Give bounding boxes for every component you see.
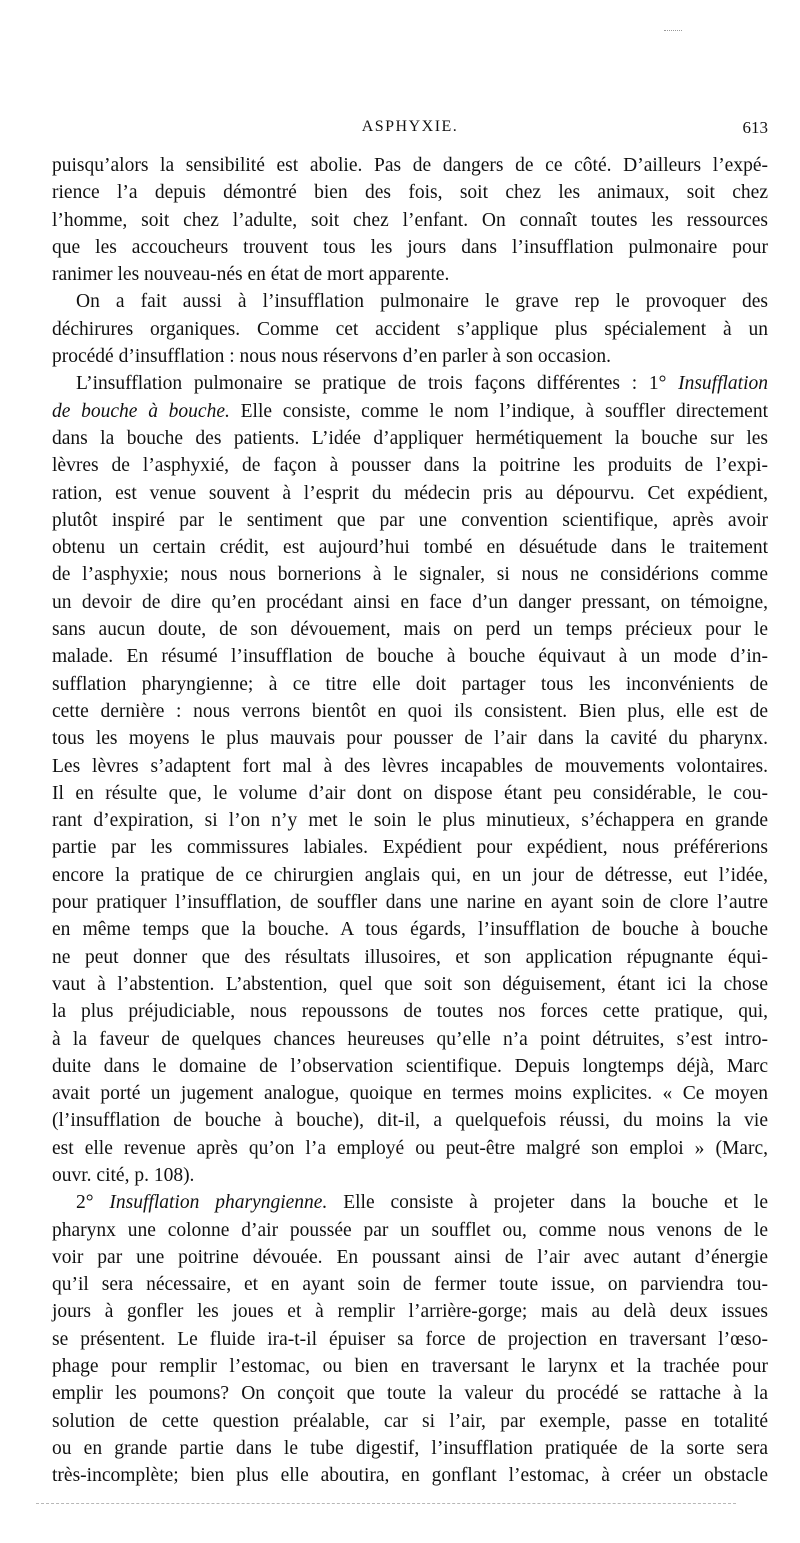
text-line [52, 1380, 768, 1407]
text-span: cette dernière : nous verrons bientôt en quoi ils consistent. Bien plus, elle est de [52, 700, 768, 722]
text-line [52, 179, 768, 206]
text-line [52, 425, 768, 452]
text-span: à la faveur de quelques chances heureuses qu’elle n’a point détruites, s’est intro- [52, 1028, 768, 1050]
text-span: malade. En résumé l’insufflation de bouche à bouche équivaut à un mode d’in- [52, 646, 768, 668]
text-line [52, 1408, 768, 1435]
text-span: pour pratiquer l’insufflation, de souffler dans une narine en ayant soin de clore l’autre [52, 892, 768, 914]
text-line [52, 589, 768, 616]
text-span: jours à gonfler les joues et à remplir l’arrière-gorge; mais au delà deux issues [52, 1301, 768, 1323]
text-line [52, 834, 768, 861]
text-line [52, 1162, 768, 1189]
text-span: ranimer les nouveau-nés en état de mort apparente. [52, 264, 450, 286]
text-span: rant d’expiration, si l’on n’y met le soin le plus minutieux, s’échappera en grande [52, 810, 768, 832]
text-span: On a fait aussi à l’insufflation pulmonaire le grave rep le provoquer des [76, 291, 768, 313]
text-line [52, 1053, 768, 1080]
text-line [52, 1298, 768, 1325]
text-line [52, 452, 768, 479]
text-line [52, 534, 768, 561]
text-line [52, 780, 768, 807]
text-span: solution de cette question préalable, car si l’air, par exemple, passe en totalité [52, 1410, 768, 1432]
text-line [52, 370, 768, 397]
text-span: pharynx une colonne d’air poussée par un soufflet ou, comme nous venons de le [52, 1219, 768, 1241]
scan-mark [664, 30, 682, 31]
text-span: encore la pratique de ce chirurgien anglais qui, en un jour de détresse, eut l’idée, [52, 864, 768, 886]
text-line [52, 1271, 768, 1298]
text-line [52, 1244, 768, 1271]
text-span: plutôt inspiré par le sentiment que par une convention scientifique, après avoir [52, 509, 768, 531]
italic-span: de bouche à bouche. [52, 400, 230, 422]
text-span: Il en résulte que, le volume d’air dont on dispose étant peu considérable, le cou- [52, 782, 768, 804]
text-span: Elle consiste, comme le nom l’indique, à souffler directement [229, 400, 768, 422]
text-line [52, 1080, 768, 1107]
text-span: l’homme, soit chez l’adulte, soit chez l’enfant. On connaît toutes les ressources [52, 209, 768, 231]
text-span: tous les moyens le plus mauvais pour pousser de l’air dans la cavité du pharynx. [52, 728, 768, 750]
text-span: partie par les commissures labiales. Expédient pour expédient, nous préférerions [52, 837, 768, 859]
text-span: que les accoucheurs trouvent tous les jours dans l’insufflation pulmonaire pour [52, 236, 768, 258]
italic-span: Insufflation pharyngienne. [109, 1192, 328, 1214]
text-line [52, 807, 768, 834]
text-line [52, 725, 768, 752]
text-line [52, 343, 768, 370]
text-line [52, 288, 768, 315]
text-line [52, 1189, 768, 1216]
footer-rule [36, 1503, 736, 1504]
text-span: ou en grande partie dans le tube digestif, l’insufflation pratiquée de la sorte sera [52, 1437, 768, 1459]
text-line [52, 507, 768, 534]
text-line [52, 1462, 768, 1489]
text-line [52, 152, 768, 179]
text-span: ouvr. cité, p. 108). [52, 1164, 195, 1186]
text-line [52, 889, 768, 916]
text-span: phage pour remplir l’estomac, ou bien en traversant le larynx et la trachée pour [52, 1356, 768, 1378]
text-line [52, 561, 768, 588]
text-span: puisqu’alors la sensibilité est abolie. Pas de dangers de ce côté. D’ailleurs l’expé- [52, 155, 768, 176]
text-line [52, 1353, 768, 1380]
text-line [52, 207, 768, 234]
text-line [52, 643, 768, 670]
text-span: 2° [76, 1192, 110, 1214]
text-line [52, 862, 768, 889]
text-span: déchirures organiques. Comme cet accident s’applique plus spécialement à un [52, 318, 768, 340]
text-span: obtenu un certain crédit, est aujourd’hui tombé en désuétude dans le traitement [52, 537, 768, 559]
text-span: Les lèvres s’adaptent fort mal à des lèvres incapables de mouvements volontaires. [52, 755, 768, 777]
text-line [52, 671, 768, 698]
text-span: un devoir de dire qu’en procédant ainsi en face d’un danger pressant, on témoigne, [52, 591, 768, 613]
text-line [52, 1026, 768, 1053]
text-line [52, 398, 768, 425]
text-line [52, 1107, 768, 1134]
italic-span: Insufflation [678, 373, 768, 395]
text-line [52, 1217, 768, 1244]
text-line [52, 261, 768, 288]
text-line [52, 944, 768, 971]
text-span: ne peut donner que des résultats illusoires, et son application répugnante équi- [52, 946, 768, 968]
running-head: ASPHYXIE. [361, 118, 459, 135]
text-line [52, 753, 768, 780]
text-span: en même temps que la bouche. A tous égards, l’insufflation de bouche à bouche [52, 919, 768, 941]
text-span: qu’il sera nécessaire, et en ayant soin de fermer toute issue, on parviendra tou- [52, 1274, 768, 1296]
text-line [52, 316, 768, 343]
text-span: avait porté un jugement analogue, quoique en termes moins explicites. « Ce moyen [52, 1083, 768, 1105]
body-text [52, 152, 768, 1490]
text-span: Elle consiste à projeter dans la bouche et le [327, 1192, 768, 1214]
text-span: vaut à l’abstention. L’abstention, quel que soit son déguisement, étant ici la chose [52, 973, 768, 995]
page-header [52, 116, 768, 140]
text-span: voir par une poitrine dévouée. En poussant ainsi de l’air avec autant d’énergie [52, 1246, 768, 1268]
text-line [52, 998, 768, 1025]
text-line [52, 1435, 768, 1462]
text-span: dans la bouche des patients. L’idée d’appliquer hermétiquement la bouche sur les [52, 427, 768, 449]
text-span: la plus préjudiciable, nous repoussons de toutes nos forces cette pratique, qui, [52, 1001, 768, 1023]
text-line [52, 698, 768, 725]
text-span: se présentent. Le fluide ira-t-il épuiser sa force de projection en traversant l’œso- [52, 1328, 768, 1350]
text-line [52, 916, 768, 943]
text-span: emplir les poumons? On conçoit que toute la valeur du procédé se rattache à la [52, 1383, 768, 1405]
text-span: rience l’a depuis démontré bien des fois, soit chez les animaux, soit chez [52, 182, 768, 204]
text-span: très-incomplète; bien plus elle aboutira, en gonflant l’estomac, à créer un obstacle [52, 1465, 768, 1487]
text-line [52, 1135, 768, 1162]
text-line [52, 971, 768, 998]
text-span: duite dans le domaine de l’observation scientifique. Depuis longtemps déjà, Marc [52, 1055, 768, 1077]
text-line [52, 480, 768, 507]
text-span: (l’insufflation de bouche à bouche), dit-il, a quelquefois réussi, du moins la vie [52, 1110, 768, 1132]
text-span: de l’asphyxie; nous nous bornerions à le signaler, si nous ne considérions comme [52, 564, 768, 586]
text-span: est elle revenue après qu’on l’a employé ou peut-être malgré son emploi » (Marc, [52, 1137, 768, 1159]
page-number: 613 [742, 118, 768, 137]
text-line [52, 1326, 768, 1353]
text-line [52, 616, 768, 643]
text-span: sans aucun doute, de son dévouement, mais on perd un temps précieux pour le [52, 619, 768, 641]
text-span: L’insufflation pulmonaire se pratique de trois façons différentes : 1° [76, 373, 679, 395]
text-span: ration, est venue souvent à l’esprit du médecin pris au dépourvu. Cet expédient, [52, 482, 768, 504]
text-span: lèvres de l’asphyxié, de façon à pousser dans la poitrine les produits de l’expi- [52, 455, 768, 477]
text-span: procédé d’insufflation : nous nous réservons d’en parler à son occasion. [52, 346, 612, 368]
text-line [52, 234, 768, 261]
text-span: sufflation pharyngienne; à ce titre elle doit partager tous les inconvénients de [52, 673, 768, 695]
